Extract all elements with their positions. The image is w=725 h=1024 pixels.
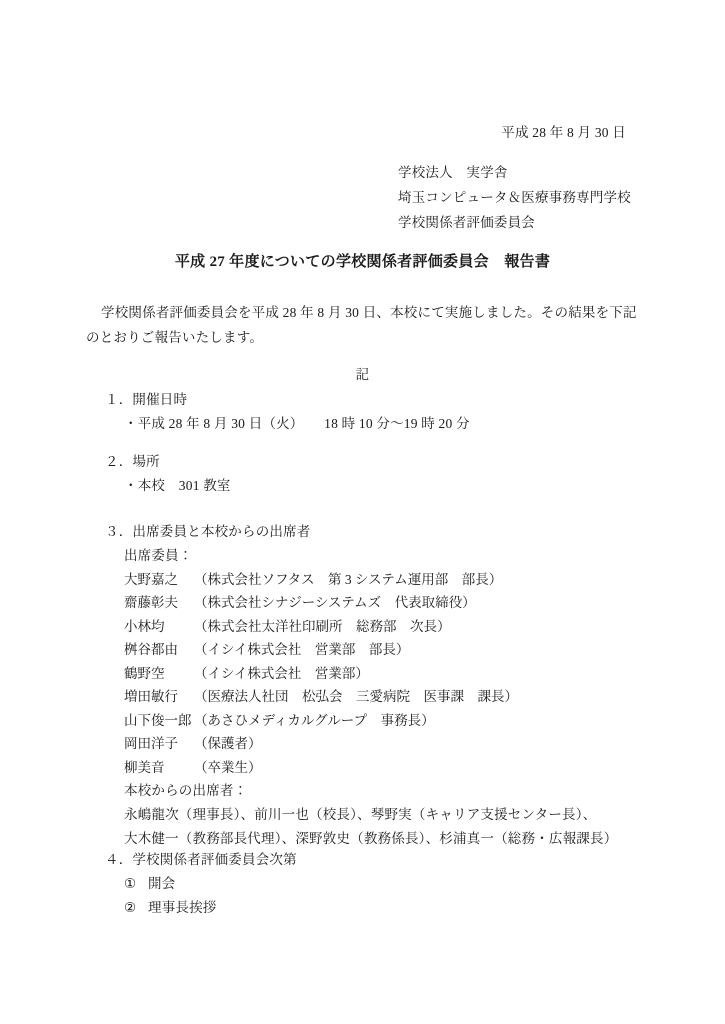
agenda-item-text: 開会 bbox=[148, 876, 176, 891]
agenda-item-number: ① bbox=[124, 876, 137, 891]
date-text: 平成 28 年 8 月 30 日 bbox=[501, 125, 626, 140]
member-name: 鶴野空 bbox=[124, 665, 165, 681]
document-date bbox=[0, 121, 626, 145]
ki-mark-text: 記 bbox=[355, 367, 370, 382]
section-3-title: 出席委員と本校からの出席者 bbox=[132, 524, 311, 539]
section-2-heading bbox=[105, 450, 231, 474]
member-name: 柳美音 bbox=[124, 759, 165, 775]
section-2 bbox=[105, 450, 231, 498]
member-row bbox=[124, 568, 617, 592]
member-name: 小林均 bbox=[124, 618, 165, 634]
member-row bbox=[124, 709, 617, 733]
section-2-title: 場所 bbox=[132, 454, 160, 469]
section-4 bbox=[105, 848, 297, 920]
member-row bbox=[124, 615, 617, 639]
member-affiliation: （卒業生） bbox=[194, 759, 262, 775]
section-4-title: 学校関係者評価委員会次第 bbox=[132, 852, 297, 867]
member-row bbox=[124, 732, 617, 756]
agenda-item-text: 理事長挨拶 bbox=[148, 900, 217, 915]
section-1-item-1: ・平成 28 年 8 月 30 日（火） 18 時 10 分〜19 時 20 分 bbox=[124, 416, 470, 431]
members-label: 出席委員： bbox=[124, 548, 193, 563]
agenda-item-number: ② bbox=[124, 900, 137, 915]
member-row bbox=[124, 638, 617, 662]
member-affiliation: （株式会社ソフタス 第 3 システム運用部 部長） bbox=[194, 571, 503, 587]
section-1-heading bbox=[105, 388, 470, 412]
member-name: 桝谷都由 bbox=[124, 642, 178, 657]
member-name: 齋藤彰夫 bbox=[124, 595, 178, 610]
staff-line-1: 永嶋龍次（理事長）、前川一也（校長）、琴野実（キャリア支援センター長）、 bbox=[124, 807, 597, 822]
member-affiliation: （あさひメディカルグループ 事務長） bbox=[194, 712, 435, 728]
member-row bbox=[124, 756, 617, 780]
section-2-body bbox=[124, 474, 231, 498]
member-affiliation: （株式会社シナジーシステムズ 代表取締役） bbox=[194, 595, 476, 610]
staff-label: 本校からの出席者： bbox=[124, 783, 248, 798]
member-affiliation: （保護者） bbox=[194, 736, 262, 751]
member-row bbox=[124, 685, 617, 709]
member-affiliation: （イシイ株式会社 営業部） bbox=[194, 665, 369, 681]
agenda-item bbox=[124, 872, 297, 896]
committee-members-list bbox=[124, 544, 617, 779]
member-row bbox=[124, 591, 617, 615]
addressee-line-3: 学校関係者評価委員会 bbox=[398, 215, 535, 230]
agenda-list bbox=[124, 872, 297, 920]
agenda-item bbox=[124, 896, 297, 920]
addressee-line-1: 学校法人 実学舎 bbox=[398, 165, 508, 180]
section-1 bbox=[105, 388, 470, 436]
member-row bbox=[124, 662, 617, 686]
section-4-heading bbox=[105, 848, 297, 872]
addressee-block bbox=[398, 160, 631, 235]
school-staff-list bbox=[124, 779, 617, 851]
staff-line-2: 大木健一（教務部長代理）、深野敦史（教務係長）、杉浦真一（総務・広報課長） bbox=[124, 831, 618, 846]
section-2-item-1: ・本校 301 教室 bbox=[124, 478, 231, 493]
member-name: 山下俊一郎 bbox=[124, 712, 192, 728]
ki-mark bbox=[0, 363, 725, 387]
intro-line-1: 学校関係者評価委員会を平成 28 年 8 月 30 日、本校にて実施しました。その結果を下記 bbox=[101, 305, 637, 320]
member-name: 増田敏行 bbox=[124, 689, 178, 704]
page-title: 平成 27 年度についての学校関係者評価委員会 報告書 bbox=[174, 254, 551, 270]
intro-paragraph bbox=[86, 300, 642, 350]
section-3 bbox=[105, 520, 617, 851]
section-3-heading bbox=[105, 520, 617, 544]
section-1-title: 開催日時 bbox=[132, 392, 188, 407]
section-3-number: ３． bbox=[105, 524, 133, 539]
member-affiliation: （イシイ株式会社 営業部 部長） bbox=[194, 642, 410, 657]
section-4-number: ４． bbox=[105, 852, 133, 867]
member-affiliation: （株式会社太洋社印刷所 総務部 次長） bbox=[194, 618, 451, 634]
section-1-number: １． bbox=[105, 392, 133, 407]
intro-line-2: のとおりご報告いたします。 bbox=[86, 330, 264, 345]
member-name: 大野嘉之 bbox=[124, 571, 178, 587]
section-2-number: ２． bbox=[105, 454, 133, 469]
addressee-line-2: 埼玉コンピュータ＆医療事務専門学校 bbox=[398, 190, 631, 205]
section-1-body bbox=[124, 412, 470, 436]
member-affiliation: （医療法人社団 松弘会 三愛病院 医事課 課長） bbox=[194, 689, 518, 704]
member-name: 岡田洋子 bbox=[124, 736, 178, 751]
